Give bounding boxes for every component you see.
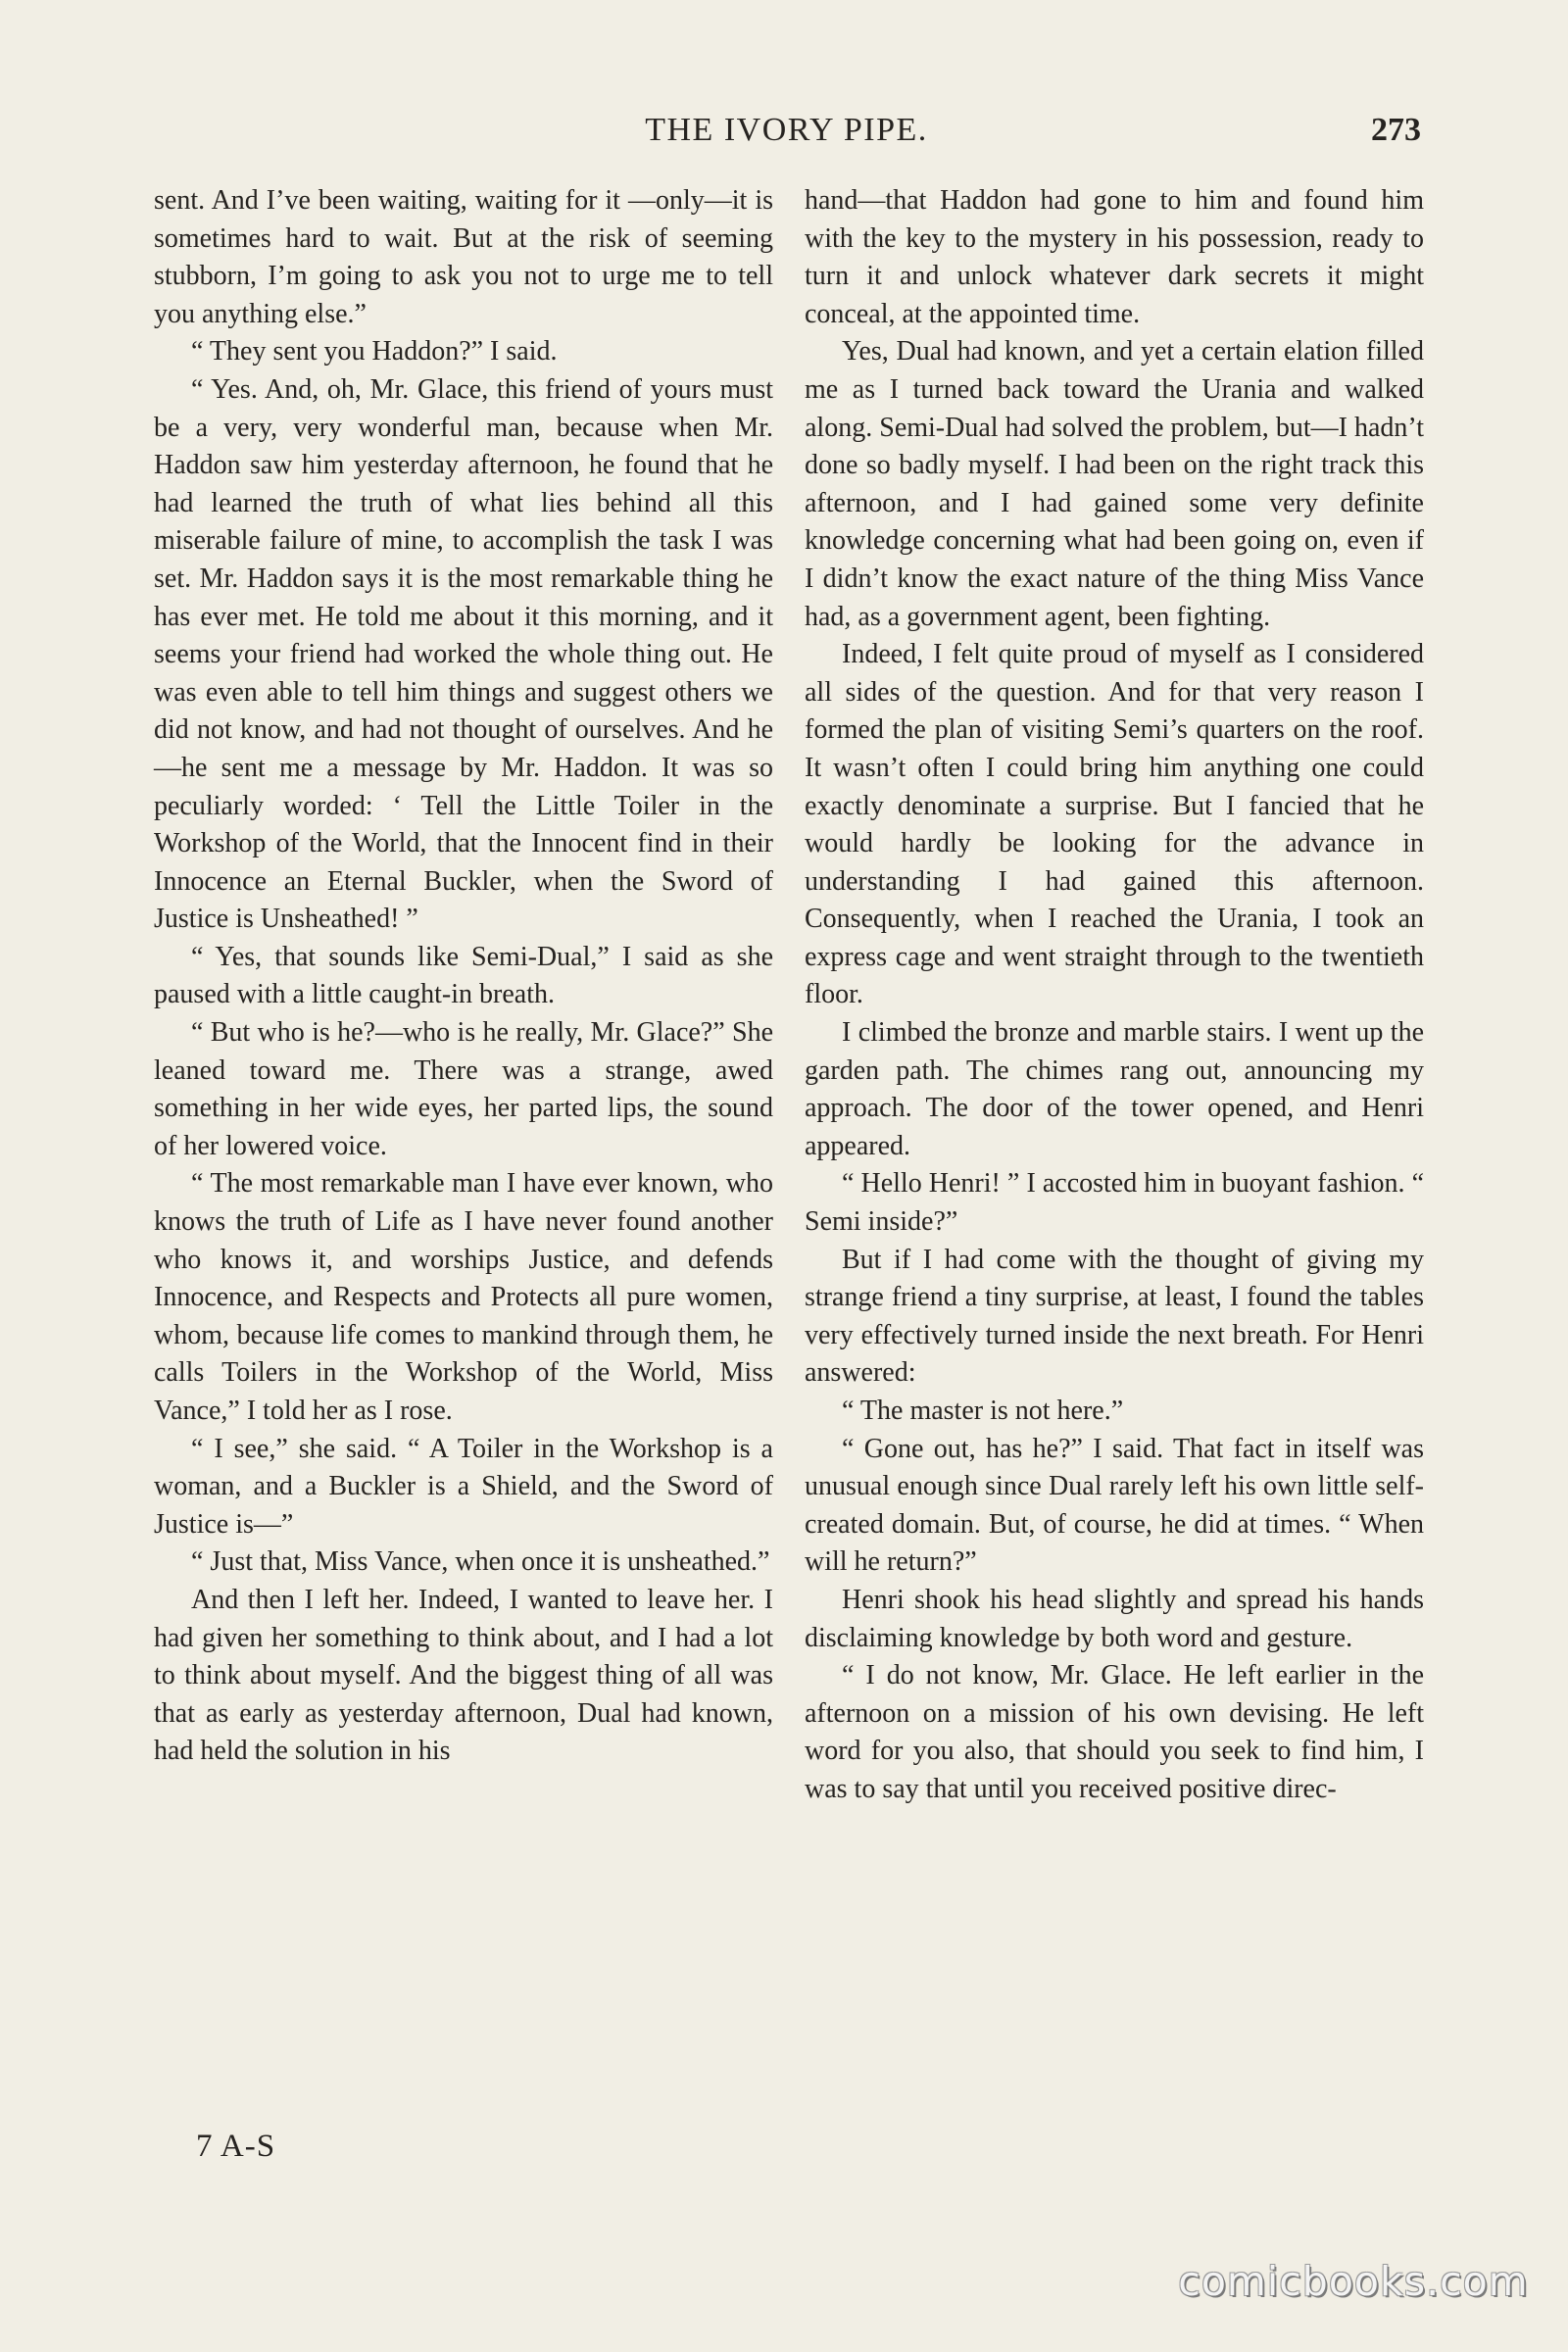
paragraph: I climbed the bronze and marble stairs. I went up the garden path. The chimes rang out, announcing my approach. The door of the tower opened, and Henri appeared. — [805, 1017, 1424, 1161]
paragraph: “ Hello Henri! ” I accosted him in buoyant fashion. “ Semi inside?” — [805, 1168, 1424, 1238]
paragraph: “ Yes, that sounds like Semi-Dual,” I said as she paused with a little caught-in breath. — [154, 941, 773, 1010]
paragraph: “ The master is not here.” — [842, 1396, 1124, 1426]
paragraph: Indeed, I felt quite proud of myself as I considered all sides of the question. And for that very reason I formed the plan of visiting Semi’s quarters on the roof. It wasn’t often I could bring him anything one could exactly denominate a surprise. But I fancied that he would hardly be looking for the advance in understanding I had gained this afternoon. Consequently, when I reached the Urania, I took an express cage and went straight through to the twentieth floor. — [805, 639, 1424, 1010]
paragraph: “ Just that, Miss Vance, when once it is unsheathed.” — [191, 1546, 770, 1578]
paragraph: “ I do not know, Mr. Glace. He left earlier in the afternoon on a mission of his own devising. He left word for you also, that should you seek to find him, I was to say that until you received positive direc- — [805, 1660, 1424, 1804]
paragraph: sent. And I’ve been waiting, waiting for it —only—it is sometimes hard to wait. But at the risk of seeming stubborn, I’m going to ask you not to urge me to tell you anything else.” — [154, 185, 773, 329]
paragraph: Yes, Dual had known, and yet a certain elation filled me as I turned back toward the Urania and walked along. Semi-Dual had solved the problem, but—I hadn’t done so badly myself. I had been on the right track this afternoon, and I had gained some very definite knowledge concerning what had been going on, even if I didn’t know the exact nature of the thing Miss Vance had, as a government agent, been fighting. — [805, 336, 1424, 632]
paragraph: hand—that Haddon had gone to him and found him with the key to the mystery in his possession, ready to turn it and unlock whatever dark secrets it might conceal, at the appointed time. — [805, 185, 1424, 329]
running-title: THE IVORY PIPE. — [645, 112, 928, 148]
paragraph: “ But who is he?—who is he really, Mr. Glace?” She leaned toward me. There was a strange, awed something in her wide eyes, her parted lips, the sound of her lowered voice. — [154, 1017, 773, 1161]
page-number: 273 — [1371, 112, 1421, 148]
paragraph: “ They sent you Haddon?” I said. — [191, 336, 558, 368]
right-column — [805, 182, 1424, 1809]
paragraph: Henri shook his head slightly and spread his hands disclaiming knowledge by both word and gesture. — [805, 1584, 1424, 1653]
paragraph: “ I see,” she said. “ A Toiler in the Workshop is a woman, and a Buckler is a Shield, and the Sword of Justice is—” — [154, 1433, 773, 1540]
signature-mark: 7 A-S — [196, 2129, 276, 2164]
paragraph: But if I had come with the thought of giving my strange friend a tiny surprise, at least, I found the tables very effectively turned inside the next breath. For Henri answered: — [805, 1244, 1424, 1389]
left-column — [154, 182, 773, 1771]
paragraph: “ The most remarkable man I have ever known, who knows the truth of Life as I have never found another who knows it, and worships Justice, and defends Innocence, and Respects and Protects all pure women, whom, because life comes to mankind through them, he calls Toilers in the Workshop of the World, Miss Vance,” I told her as I rose. — [154, 1168, 773, 1426]
paragraph: And then I left her. Indeed, I wanted to leave her. I had given her something to think about, and I had a lot to think about myself. And the biggest thing of all was that as early as yesterday afternoon, Dual had known, had held the solution in his — [154, 1584, 773, 1767]
paragraph: “ Yes. And, oh, Mr. Glace, this friend of yours must be a very, very wonderful man, because when Mr. Haddon saw him yesterday afternoon, he found that he had learned the truth of what lies behind all this miserable failure of mine, to accomplish the task I was set. Mr. Haddon says it is the most remarkable thing he has ever met. He told me about it this morning, and it seems your friend had worked the whole thing out. He was even able to tell him things and suggest others we did not know, and had not thought of ourselves. And he—he sent me a message by Mr. Haddon. It was so peculiarly worded: ‘ Tell the Little Toiler in the Workshop of the World, that the Innocent find in their Innocence an Eternal Buckler, when the Sword of Justice is Unsheathed! ” — [154, 373, 773, 935]
page-header — [152, 112, 1421, 157]
watermark-logo: comicbooks.com — [1178, 2258, 1529, 2305]
paragraph: “ Gone out, has he?” I said. That fact in itself was unusual enough since Dual rarely left his own little self-created domain. But, of course, he did at times. “ When will he return?” — [805, 1433, 1424, 1578]
